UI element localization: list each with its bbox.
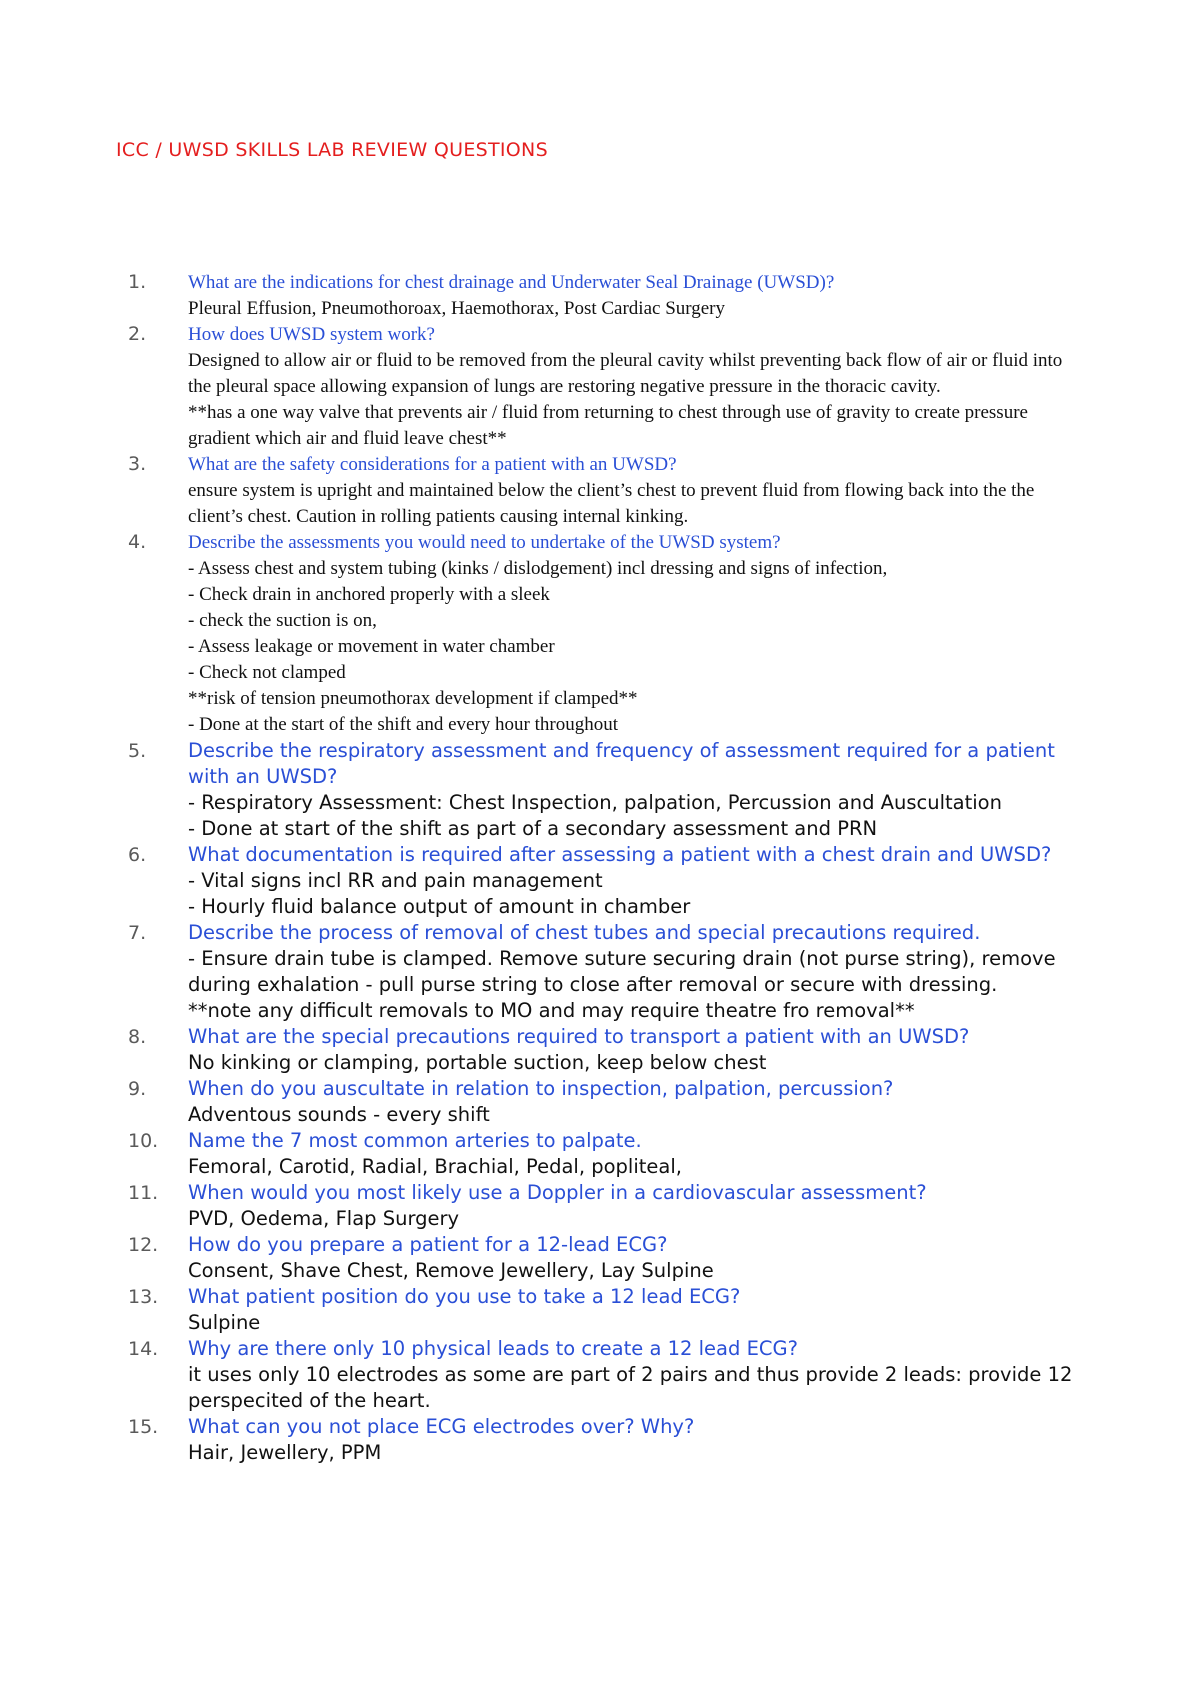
answer-line: - Assess leakage or movement in water chamber	[188, 636, 555, 657]
question-item	[0, 738, 1200, 842]
question-text: Describe the respiratory assessment and frequency of assessment required for a patient with an UWSD?	[188, 739, 1055, 788]
question-list	[0, 270, 1200, 1466]
answer-line: Sulpine	[188, 1311, 261, 1334]
question-text: What documentation is required after assessing a patient with a chest drain and UWSD?	[188, 843, 1052, 866]
question-number: 4.	[128, 531, 147, 553]
question-number: 15.	[128, 1416, 159, 1438]
question-item	[0, 1076, 1200, 1128]
question-text: What patient position do you use to take a 12 lead ECG?	[188, 1285, 741, 1308]
answer-line: Adventous sounds - every shift	[188, 1103, 490, 1126]
answer-line: - Check drain in anchored properly with a sleek	[188, 584, 550, 605]
question-number: 10.	[128, 1130, 159, 1152]
question-text: How do you prepare a patient for a 12-lead ECG?	[188, 1233, 668, 1256]
question-text: Why are there only 10 physical leads to create a 12 lead ECG?	[188, 1337, 798, 1360]
answer-line: - Done at the start of the shift and every hour throughout	[188, 714, 619, 735]
answer-line: Hair, Jewellery, PPM	[188, 1441, 382, 1464]
question-item	[0, 842, 1200, 920]
answer-line: Consent, Shave Chest, Remove Jewellery, Lay Sulpine	[188, 1259, 714, 1282]
question-item	[0, 530, 1200, 738]
answer-line: **has a one way valve that prevents air / fluid from returning to chest through use of gravity to create pressure gradient which air and fluid leave chest**	[188, 402, 1028, 449]
question-item	[0, 1284, 1200, 1336]
question-item	[0, 1414, 1200, 1466]
question-text: When would you most likely use a Doppler in a cardiovascular assessment?	[188, 1181, 927, 1204]
answer-line: - Assess chest and system tubing (kinks / dislodgement) incl dressing and signs of infection,	[188, 558, 888, 579]
question-item	[0, 1024, 1200, 1076]
question-item	[0, 1336, 1200, 1414]
question-number: 7.	[128, 922, 147, 944]
question-item	[0, 452, 1200, 530]
answer-line: - Respiratory Assessment: Chest Inspection, palpation, Percussion and Auscultation	[188, 791, 1002, 814]
question-number: 1.	[128, 271, 147, 293]
document-title: ICC / UWSD SKILLS LAB REVIEW QUESTIONS	[116, 139, 548, 161]
question-text: What can you not place ECG electrodes over? Why?	[188, 1415, 695, 1438]
question-text: Name the 7 most common arteries to palpate.	[188, 1129, 642, 1152]
question-text: What are the safety considerations for a patient with an UWSD?	[188, 454, 677, 475]
answer-line: ensure system is upright and maintained below the client’s chest to prevent fluid from flowing back into the the client’s chest. Caution in rolling patients causing internal kinking.	[188, 480, 1035, 527]
question-item	[0, 1128, 1200, 1180]
question-text: Describe the assessments you would need to undertake of the UWSD system?	[188, 532, 781, 553]
question-text: Describe the process of removal of chest tubes and special precautions required.	[188, 921, 981, 944]
answer-line: No kinking or clamping, portable suction, keep below chest	[188, 1051, 767, 1074]
question-text: How does UWSD system work?	[188, 324, 435, 345]
question-number: 3.	[128, 453, 147, 475]
question-number: 6.	[128, 844, 147, 866]
answer-line: Femoral, Carotid, Radial, Brachial, Pedal, popliteal,	[188, 1155, 682, 1178]
question-number: 14.	[128, 1338, 159, 1360]
question-item	[0, 920, 1200, 1024]
question-number: 8.	[128, 1026, 147, 1048]
answer-line: - check the suction is on,	[188, 610, 377, 631]
answer-line: Pleural Effusion, Pneumothoroax, Haemothorax, Post Cardiac Surgery	[188, 298, 726, 319]
answer-line: Designed to allow air or fluid to be removed from the pleural cavity whilst preventing back flow of air or fluid into the pleural space allowing expansion of lungs are restoring negative pressure in the thoracic cavity.	[188, 350, 1063, 397]
question-text: When do you auscultate in relation to inspection, palpation, percussion?	[188, 1077, 894, 1100]
answer-line: - Check not clamped	[188, 662, 346, 683]
answer-line: it uses only 10 electrodes as some are part of 2 pairs and thus provide 2 leads: provide 12 perspecited of the heart.	[188, 1363, 1073, 1412]
question-text: What are the special precautions required to transport a patient with an UWSD?	[188, 1025, 970, 1048]
question-item	[0, 322, 1200, 452]
answer-line: **note any difficult removals to MO and may require theatre fro removal**	[188, 999, 915, 1022]
answer-line: - Ensure drain tube is clamped. Remove suture securing drain (not purse string), remove during exhalation - pull purse string to close after removal or secure with dressing.	[188, 947, 1056, 996]
question-item	[0, 1232, 1200, 1284]
question-number: 13.	[128, 1286, 159, 1308]
question-number: 2.	[128, 323, 147, 345]
answer-line: **risk of tension pneumothorax development if clamped**	[188, 688, 638, 709]
answer-line: - Done at start of the shift as part of a secondary assessment and PRN	[188, 817, 878, 840]
question-number: 11.	[128, 1182, 159, 1204]
question-number: 5.	[128, 740, 147, 762]
answer-line: - Hourly fluid balance output of amount in chamber	[188, 895, 691, 918]
question-item	[0, 270, 1200, 322]
answer-line: PVD, Oedema, Flap Surgery	[188, 1207, 460, 1230]
question-text: What are the indications for chest drainage and Underwater Seal Drainage (UWSD)?	[188, 272, 835, 293]
answer-line: - Vital signs incl RR and pain management	[188, 869, 603, 892]
question-item	[0, 1180, 1200, 1232]
question-number: 12.	[128, 1234, 159, 1256]
question-number: 9.	[128, 1078, 147, 1100]
